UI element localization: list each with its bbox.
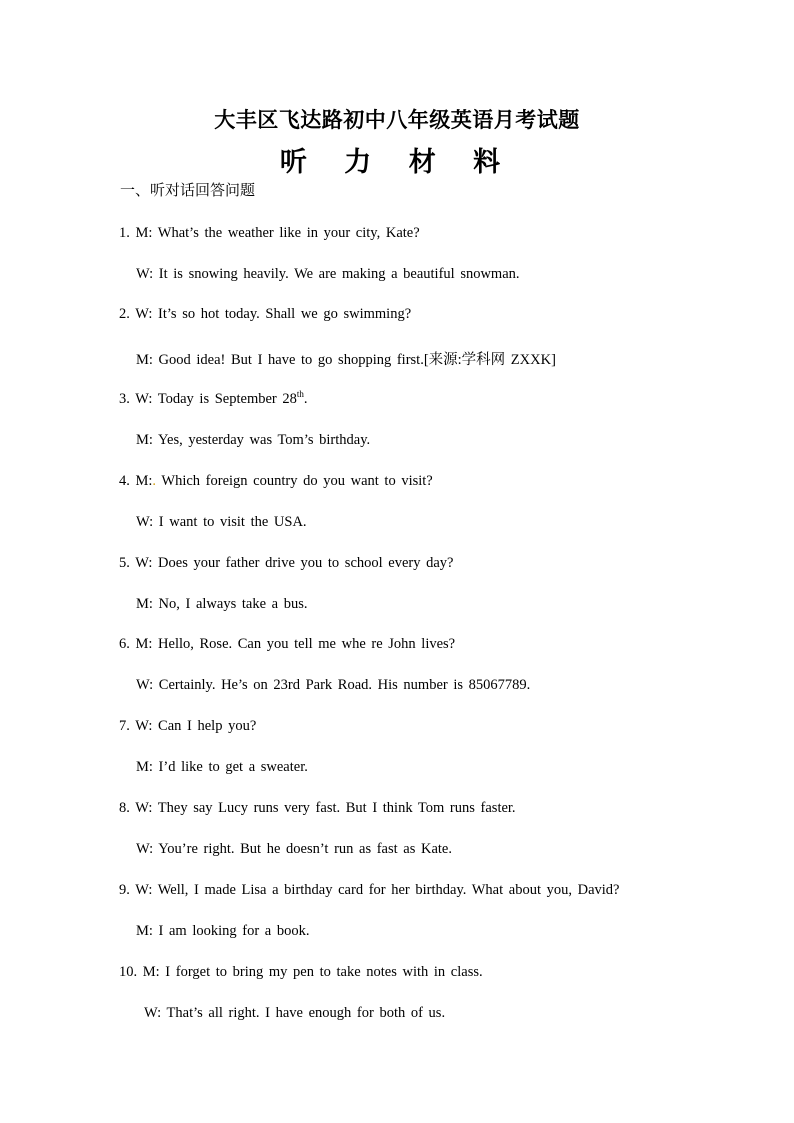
dialogue-10-answer: W: That’s all right. I have enough for both of us. [144, 1005, 446, 1021]
dialogue-9-question: 9. W: Well, I made Lisa a birthday card for her birthday. What about you, David? [119, 882, 620, 898]
dialogue-9-answer: M: I am looking for a book. [136, 923, 310, 939]
dialogue-2-question: 2. W: It’s so hot today. Shall we go swimming? [119, 306, 412, 322]
dialogue-1-answer: W: It is snowing heavily. We are making a beautiful snowman. [136, 266, 520, 282]
dialogue-8-question: 8. W: They say Lucy runs very fast. But I think Tom runs faster. [119, 800, 516, 816]
dialogue-1-question: 1. M: What’s the weather like in your city, Kate? [119, 225, 420, 241]
dialogue-7-answer: M: I’d like to get a sweater. [136, 759, 308, 775]
dialogue-4-speaker: 4. M: [119, 473, 153, 489]
dialogue-3-answer: M: Yes, yesterday was Tom’s birthday. [136, 432, 371, 448]
stray-dot-mark: . [152, 473, 157, 489]
dialogue-3-question-end: . [303, 391, 308, 407]
ordinal-suffix: th [296, 389, 304, 400]
page-title: 大丰区飞达路初中八年级英语月考试题 [214, 107, 580, 132]
dialogue-4-question [119, 473, 433, 490]
dialogue-4-answer: W: I want to visit the USA. [136, 514, 307, 530]
dialogue-4-question-text: Which foreign country do you want to visit? [156, 473, 433, 489]
dialogue-2-answer: M: Good idea! But I have to go shopping first.[来源:学科网 ZXXK] [136, 352, 556, 368]
dialogue-6-answer: W: Certainly. He’s on 23rd Park Road. His number is 85067789. [136, 677, 531, 693]
dialogue-3-question [119, 391, 308, 408]
section-heading: 一、听对话回答问题 [120, 181, 256, 199]
dialogue-5-question: 5. W: Does your father drive you to school every day? [119, 555, 454, 571]
dialogue-3-question-text: 3. W: Today is September 28 [119, 391, 297, 407]
dialogue-6-question: 6. M: Hello, Rose. Can you tell me whe re John lives? [119, 636, 456, 652]
page-subtitle: 听 力 材 料 [279, 147, 515, 178]
dialogue-10-question: 10. M: I forget to bring my pen to take notes with in class. [119, 964, 483, 980]
dialogue-5-answer: M: No, I always take a bus. [136, 596, 308, 612]
dialogue-8-answer: W: You’re right. But he doesn’t run as fast as Kate. [136, 841, 452, 857]
dialogue-7-question: 7. W: Can I help you? [119, 718, 257, 734]
